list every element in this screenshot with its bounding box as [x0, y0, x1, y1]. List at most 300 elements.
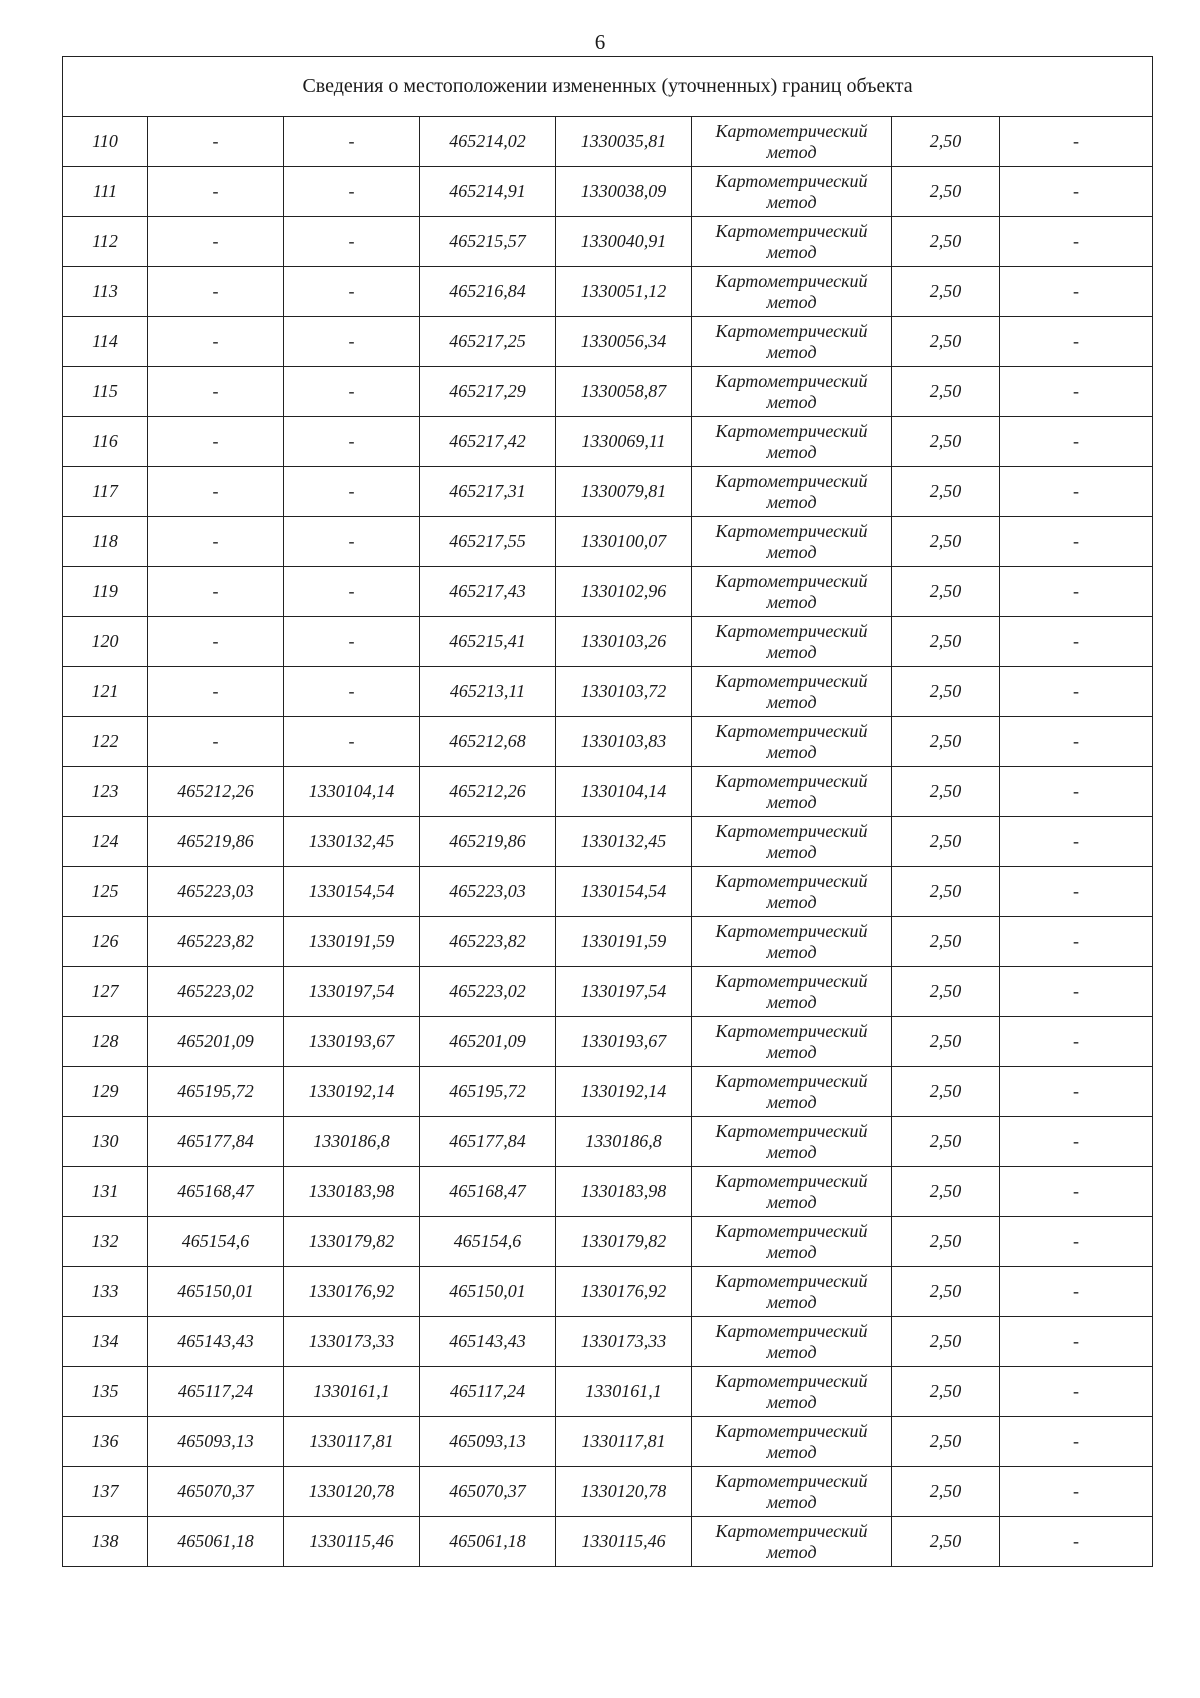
method-line-1: Картометрический: [715, 620, 868, 641]
existing-x-cell: -: [148, 467, 284, 517]
table-row: [63, 1417, 1153, 1467]
method-cell: [692, 1367, 892, 1417]
existing-y-cell: -: [284, 217, 420, 267]
precision-cell: 2,50: [892, 1067, 1000, 1117]
table-row: [63, 1317, 1153, 1367]
method-line-1: Картометрический: [715, 720, 868, 741]
method-cell: [692, 1217, 892, 1267]
refined-x-cell: 465217,43: [420, 567, 556, 617]
description-cell: -: [1000, 917, 1153, 967]
precision-cell: 2,50: [892, 517, 1000, 567]
table-row: [63, 317, 1153, 367]
point-number-cell: 114: [63, 317, 148, 367]
method-line-2: метод: [766, 1091, 817, 1112]
refined-y-cell: 1330079,81: [556, 467, 692, 517]
refined-x-cell: 465217,55: [420, 517, 556, 567]
refined-x-cell: 465154,6: [420, 1217, 556, 1267]
refined-y-cell: 1330058,87: [556, 367, 692, 417]
method-line-2: метод: [766, 941, 817, 962]
table-row: [63, 167, 1153, 217]
existing-x-cell: 465195,72: [148, 1067, 284, 1117]
existing-y-cell: -: [284, 317, 420, 367]
refined-x-cell: 465223,02: [420, 967, 556, 1017]
point-number-cell: 137: [63, 1467, 148, 1517]
point-number-cell: 121: [63, 667, 148, 717]
point-number-cell: 132: [63, 1217, 148, 1267]
existing-x-cell: -: [148, 417, 284, 467]
point-number-cell: 128: [63, 1017, 148, 1067]
method-line-2: метод: [766, 841, 817, 862]
method-line-2: метод: [766, 291, 817, 312]
method-line-2: метод: [766, 1141, 817, 1162]
method-cell: [692, 667, 892, 717]
table-row: [63, 467, 1153, 517]
existing-x-cell: 465177,84: [148, 1117, 284, 1167]
method-line-2: метод: [766, 641, 817, 662]
description-cell: -: [1000, 817, 1153, 867]
existing-x-cell: -: [148, 167, 284, 217]
precision-cell: 2,50: [892, 1017, 1000, 1067]
table-row: [63, 817, 1153, 867]
refined-y-cell: 1330038,09: [556, 167, 692, 217]
method-line-1: Картометрический: [715, 1520, 868, 1541]
refined-x-cell: 465217,29: [420, 367, 556, 417]
refined-x-cell: 465219,86: [420, 817, 556, 867]
precision-cell: 2,50: [892, 367, 1000, 417]
method-cell: [692, 1467, 892, 1517]
method-line-1: Картометрический: [715, 1270, 868, 1291]
method-line-1: Картометрический: [715, 1070, 868, 1091]
existing-y-cell: -: [284, 667, 420, 717]
method-line-1: Картометрический: [715, 1120, 868, 1141]
precision-cell: 2,50: [892, 617, 1000, 667]
point-number-cell: 116: [63, 417, 148, 467]
existing-x-cell: -: [148, 667, 284, 717]
existing-y-cell: 1330176,92: [284, 1267, 420, 1317]
existing-x-cell: -: [148, 617, 284, 667]
method-line-2: метод: [766, 1541, 817, 1562]
point-number-cell: 126: [63, 917, 148, 967]
existing-y-cell: 1330115,46: [284, 1517, 420, 1567]
existing-x-cell: -: [148, 517, 284, 567]
precision-cell: 2,50: [892, 267, 1000, 317]
refined-y-cell: 1330103,26: [556, 617, 692, 667]
refined-x-cell: 465143,43: [420, 1317, 556, 1367]
method-line-1: Картометрический: [715, 1020, 868, 1041]
description-cell: -: [1000, 167, 1153, 217]
method-line-2: метод: [766, 391, 817, 412]
refined-y-cell: 1330103,83: [556, 717, 692, 767]
refined-x-cell: 465214,91: [420, 167, 556, 217]
refined-y-cell: 1330103,72: [556, 667, 692, 717]
point-number-cell: 133: [63, 1267, 148, 1317]
point-number-cell: 134: [63, 1317, 148, 1367]
existing-x-cell: -: [148, 217, 284, 267]
table-row: [63, 1017, 1153, 1067]
refined-x-cell: 465217,25: [420, 317, 556, 367]
refined-y-cell: 1330193,67: [556, 1017, 692, 1067]
point-number-cell: 123: [63, 767, 148, 817]
refined-x-cell: 465216,84: [420, 267, 556, 317]
method-line-1: Картометрический: [715, 370, 868, 391]
existing-y-cell: -: [284, 267, 420, 317]
refined-x-cell: 465150,01: [420, 1267, 556, 1317]
method-line-2: метод: [766, 441, 817, 462]
existing-x-cell: 465212,26: [148, 767, 284, 817]
table-row: [63, 417, 1153, 467]
refined-x-cell: 465223,03: [420, 867, 556, 917]
description-cell: -: [1000, 1167, 1153, 1217]
description-cell: -: [1000, 1467, 1153, 1517]
description-cell: -: [1000, 1367, 1153, 1417]
point-number-cell: 136: [63, 1417, 148, 1467]
table-row: [63, 1367, 1153, 1417]
method-line-2: метод: [766, 591, 817, 612]
method-line-1: Картометрический: [715, 520, 868, 541]
description-cell: -: [1000, 767, 1153, 817]
refined-y-cell: 1330186,8: [556, 1117, 692, 1167]
method-line-2: метод: [766, 541, 817, 562]
refined-x-cell: 465217,42: [420, 417, 556, 467]
existing-x-cell: -: [148, 267, 284, 317]
existing-x-cell: 465061,18: [148, 1517, 284, 1567]
method-line-2: метод: [766, 1041, 817, 1062]
precision-cell: 2,50: [892, 767, 1000, 817]
method-line-1: Картометрический: [715, 470, 868, 491]
method-cell: [692, 1067, 892, 1117]
refined-y-cell: 1330183,98: [556, 1167, 692, 1217]
table-row: [63, 967, 1153, 1017]
point-number-cell: 117: [63, 467, 148, 517]
method-cell: [692, 1167, 892, 1217]
table-row: [63, 567, 1153, 617]
refined-y-cell: 1330154,54: [556, 867, 692, 917]
table-row: [63, 1167, 1153, 1217]
method-line-1: Картометрический: [715, 770, 868, 791]
existing-x-cell: -: [148, 117, 284, 167]
point-number-cell: 111: [63, 167, 148, 217]
precision-cell: 2,50: [892, 867, 1000, 917]
refined-y-cell: 1330051,12: [556, 267, 692, 317]
existing-x-cell: 465223,82: [148, 917, 284, 967]
point-number-cell: 130: [63, 1117, 148, 1167]
method-line-1: Картометрический: [715, 1220, 868, 1241]
refined-x-cell: 465223,82: [420, 917, 556, 967]
description-cell: -: [1000, 567, 1153, 617]
refined-y-cell: 1330102,96: [556, 567, 692, 617]
refined-x-cell: 465214,02: [420, 117, 556, 167]
existing-y-cell: -: [284, 167, 420, 217]
refined-y-cell: 1330104,14: [556, 767, 692, 817]
method-cell: [692, 217, 892, 267]
existing-y-cell: -: [284, 717, 420, 767]
point-number-cell: 113: [63, 267, 148, 317]
existing-x-cell: -: [148, 367, 284, 417]
method-cell: [692, 1317, 892, 1367]
method-line-2: метод: [766, 741, 817, 762]
refined-y-cell: 1330192,14: [556, 1067, 692, 1117]
refined-y-cell: 1330035,81: [556, 117, 692, 167]
refined-y-cell: 1330115,46: [556, 1517, 692, 1567]
existing-x-cell: 465219,86: [148, 817, 284, 867]
point-number-cell: 120: [63, 617, 148, 667]
existing-x-cell: 465223,02: [148, 967, 284, 1017]
table-row: [63, 667, 1153, 717]
description-cell: -: [1000, 367, 1153, 417]
method-line-1: Картометрический: [715, 670, 868, 691]
precision-cell: 2,50: [892, 817, 1000, 867]
method-line-2: метод: [766, 691, 817, 712]
existing-x-cell: 465168,47: [148, 1167, 284, 1217]
existing-y-cell: 1330197,54: [284, 967, 420, 1017]
precision-cell: 2,50: [892, 1517, 1000, 1567]
point-number-cell: 125: [63, 867, 148, 917]
refined-x-cell: 465213,11: [420, 667, 556, 717]
description-cell: -: [1000, 1017, 1153, 1067]
existing-x-cell: 465154,6: [148, 1217, 284, 1267]
method-line-1: Картометрический: [715, 420, 868, 441]
precision-cell: 2,50: [892, 1217, 1000, 1267]
precision-cell: 2,50: [892, 1117, 1000, 1167]
method-line-2: метод: [766, 1191, 817, 1212]
method-cell: [692, 567, 892, 617]
refined-y-cell: 1330197,54: [556, 967, 692, 1017]
description-cell: -: [1000, 467, 1153, 517]
existing-y-cell: 1330192,14: [284, 1067, 420, 1117]
existing-y-cell: 1330193,67: [284, 1017, 420, 1067]
description-cell: -: [1000, 417, 1153, 467]
method-line-2: метод: [766, 241, 817, 262]
method-cell: [692, 717, 892, 767]
table-row: [63, 217, 1153, 267]
existing-y-cell: 1330186,8: [284, 1117, 420, 1167]
method-line-2: метод: [766, 1441, 817, 1462]
precision-cell: 2,50: [892, 417, 1000, 467]
table-row: [63, 1117, 1153, 1167]
refined-y-cell: 1330173,33: [556, 1317, 692, 1367]
description-cell: -: [1000, 867, 1153, 917]
precision-cell: 2,50: [892, 317, 1000, 367]
table-row: [63, 917, 1153, 967]
method-cell: [692, 417, 892, 467]
method-line-2: метод: [766, 1241, 817, 1262]
existing-y-cell: -: [284, 417, 420, 467]
refined-y-cell: 1330176,92: [556, 1267, 692, 1317]
refined-x-cell: 465215,57: [420, 217, 556, 267]
refined-y-cell: 1330179,82: [556, 1217, 692, 1267]
precision-cell: 2,50: [892, 1167, 1000, 1217]
precision-cell: 2,50: [892, 217, 1000, 267]
point-number-cell: 112: [63, 217, 148, 267]
table-row: [63, 1217, 1153, 1267]
method-cell: [692, 817, 892, 867]
description-cell: -: [1000, 1067, 1153, 1117]
precision-cell: 2,50: [892, 1367, 1000, 1417]
precision-cell: 2,50: [892, 567, 1000, 617]
method-line-1: Картометрический: [715, 270, 868, 291]
existing-x-cell: -: [148, 717, 284, 767]
precision-cell: 2,50: [892, 667, 1000, 717]
precision-cell: 2,50: [892, 1267, 1000, 1317]
table-row: [63, 1517, 1153, 1567]
existing-x-cell: 465201,09: [148, 1017, 284, 1067]
refined-x-cell: 465215,41: [420, 617, 556, 667]
existing-x-cell: 465117,24: [148, 1367, 284, 1417]
description-cell: -: [1000, 267, 1153, 317]
refined-y-cell: 1330132,45: [556, 817, 692, 867]
refined-y-cell: 1330191,59: [556, 917, 692, 967]
existing-x-cell: 465143,43: [148, 1317, 284, 1367]
table-body: [63, 117, 1153, 1567]
precision-cell: 2,50: [892, 1467, 1000, 1517]
existing-y-cell: 1330117,81: [284, 1417, 420, 1467]
precision-cell: 2,50: [892, 917, 1000, 967]
method-line-2: метод: [766, 1341, 817, 1362]
refined-x-cell: 465070,37: [420, 1467, 556, 1517]
existing-y-cell: -: [284, 117, 420, 167]
description-cell: -: [1000, 1267, 1153, 1317]
method-cell: [692, 1017, 892, 1067]
table-row: [63, 767, 1153, 817]
method-cell: [692, 617, 892, 667]
description-cell: -: [1000, 1117, 1153, 1167]
existing-y-cell: 1330120,78: [284, 1467, 420, 1517]
method-line-2: метод: [766, 1291, 817, 1312]
precision-cell: 2,50: [892, 1317, 1000, 1367]
description-cell: -: [1000, 717, 1153, 767]
method-line-2: метод: [766, 141, 817, 162]
description-cell: -: [1000, 1517, 1153, 1567]
refined-y-cell: 1330069,11: [556, 417, 692, 467]
description-cell: -: [1000, 117, 1153, 167]
refined-x-cell: 465212,68: [420, 717, 556, 767]
table-row: [63, 717, 1153, 767]
description-cell: -: [1000, 967, 1153, 1017]
existing-x-cell: 465070,37: [148, 1467, 284, 1517]
method-line-1: Картометрический: [715, 1370, 868, 1391]
method-line-1: Картометрический: [715, 1320, 868, 1341]
precision-cell: 2,50: [892, 117, 1000, 167]
existing-y-cell: 1330161,1: [284, 1367, 420, 1417]
method-line-2: метод: [766, 491, 817, 512]
precision-cell: 2,50: [892, 167, 1000, 217]
point-number-cell: 110: [63, 117, 148, 167]
table-row: [63, 367, 1153, 417]
description-cell: -: [1000, 1217, 1153, 1267]
point-number-cell: 127: [63, 967, 148, 1017]
point-number-cell: 119: [63, 567, 148, 617]
refined-y-cell: 1330120,78: [556, 1467, 692, 1517]
table-title: Сведения о местоположении измененных (уточненных) границ объекта: [63, 57, 1153, 117]
table-row: [63, 1467, 1153, 1517]
existing-x-cell: 465093,13: [148, 1417, 284, 1467]
table-row: [63, 617, 1153, 667]
method-cell: [692, 967, 892, 1017]
method-cell: [692, 867, 892, 917]
page-number: 6: [594, 30, 606, 54]
existing-y-cell: 1330154,54: [284, 867, 420, 917]
description-cell: -: [1000, 317, 1153, 367]
method-line-1: Картометрический: [715, 970, 868, 991]
description-cell: -: [1000, 517, 1153, 567]
table-row: [63, 117, 1153, 167]
existing-x-cell: -: [148, 567, 284, 617]
method-line-2: метод: [766, 891, 817, 912]
table-row: [63, 867, 1153, 917]
method-line-1: Картометрический: [715, 1170, 868, 1191]
method-cell: [692, 367, 892, 417]
precision-cell: 2,50: [892, 1417, 1000, 1467]
refined-y-cell: 1330161,1: [556, 1367, 692, 1417]
method-line-1: Картометрический: [715, 870, 868, 891]
point-number-cell: 131: [63, 1167, 148, 1217]
method-cell: [692, 1517, 892, 1567]
method-line-1: Картометрический: [715, 570, 868, 591]
refined-y-cell: 1330056,34: [556, 317, 692, 367]
method-line-2: метод: [766, 1391, 817, 1412]
method-line-1: Картометрический: [715, 320, 868, 341]
method-cell: [692, 167, 892, 217]
method-cell: [692, 1267, 892, 1317]
method-cell: [692, 767, 892, 817]
description-cell: -: [1000, 1417, 1153, 1467]
method-line-1: Картометрический: [715, 1420, 868, 1441]
existing-y-cell: -: [284, 617, 420, 667]
table-row: [63, 1267, 1153, 1317]
refined-x-cell: 465212,26: [420, 767, 556, 817]
refined-x-cell: 465061,18: [420, 1517, 556, 1567]
method-line-1: Картометрический: [715, 1470, 868, 1491]
method-line-1: Картометрический: [715, 820, 868, 841]
description-cell: -: [1000, 1317, 1153, 1367]
existing-y-cell: 1330132,45: [284, 817, 420, 867]
existing-y-cell: 1330173,33: [284, 1317, 420, 1367]
precision-cell: 2,50: [892, 467, 1000, 517]
method-cell: [692, 317, 892, 367]
refined-x-cell: 465177,84: [420, 1117, 556, 1167]
existing-x-cell: 465223,03: [148, 867, 284, 917]
refined-y-cell: 1330040,91: [556, 217, 692, 267]
point-number-cell: 138: [63, 1517, 148, 1567]
existing-y-cell: 1330183,98: [284, 1167, 420, 1217]
method-line-1: Картометрический: [715, 120, 868, 141]
point-number-cell: 135: [63, 1367, 148, 1417]
existing-y-cell: -: [284, 567, 420, 617]
existing-y-cell: -: [284, 517, 420, 567]
method-cell: [692, 117, 892, 167]
existing-y-cell: 1330191,59: [284, 917, 420, 967]
existing-y-cell: 1330104,14: [284, 767, 420, 817]
table-row: [63, 267, 1153, 317]
method-line-2: метод: [766, 1491, 817, 1512]
refined-x-cell: 465195,72: [420, 1067, 556, 1117]
existing-y-cell: -: [284, 367, 420, 417]
refined-x-cell: 465117,24: [420, 1367, 556, 1417]
method-cell: [692, 517, 892, 567]
method-cell: [692, 1417, 892, 1467]
existing-x-cell: 465150,01: [148, 1267, 284, 1317]
existing-y-cell: 1330179,82: [284, 1217, 420, 1267]
refined-y-cell: 1330100,07: [556, 517, 692, 567]
refined-x-cell: 465093,13: [420, 1417, 556, 1467]
point-number-cell: 118: [63, 517, 148, 567]
method-cell: [692, 1117, 892, 1167]
point-number-cell: 129: [63, 1067, 148, 1117]
precision-cell: 2,50: [892, 717, 1000, 767]
table-row: [63, 1067, 1153, 1117]
method-cell: [692, 267, 892, 317]
point-number-cell: 124: [63, 817, 148, 867]
